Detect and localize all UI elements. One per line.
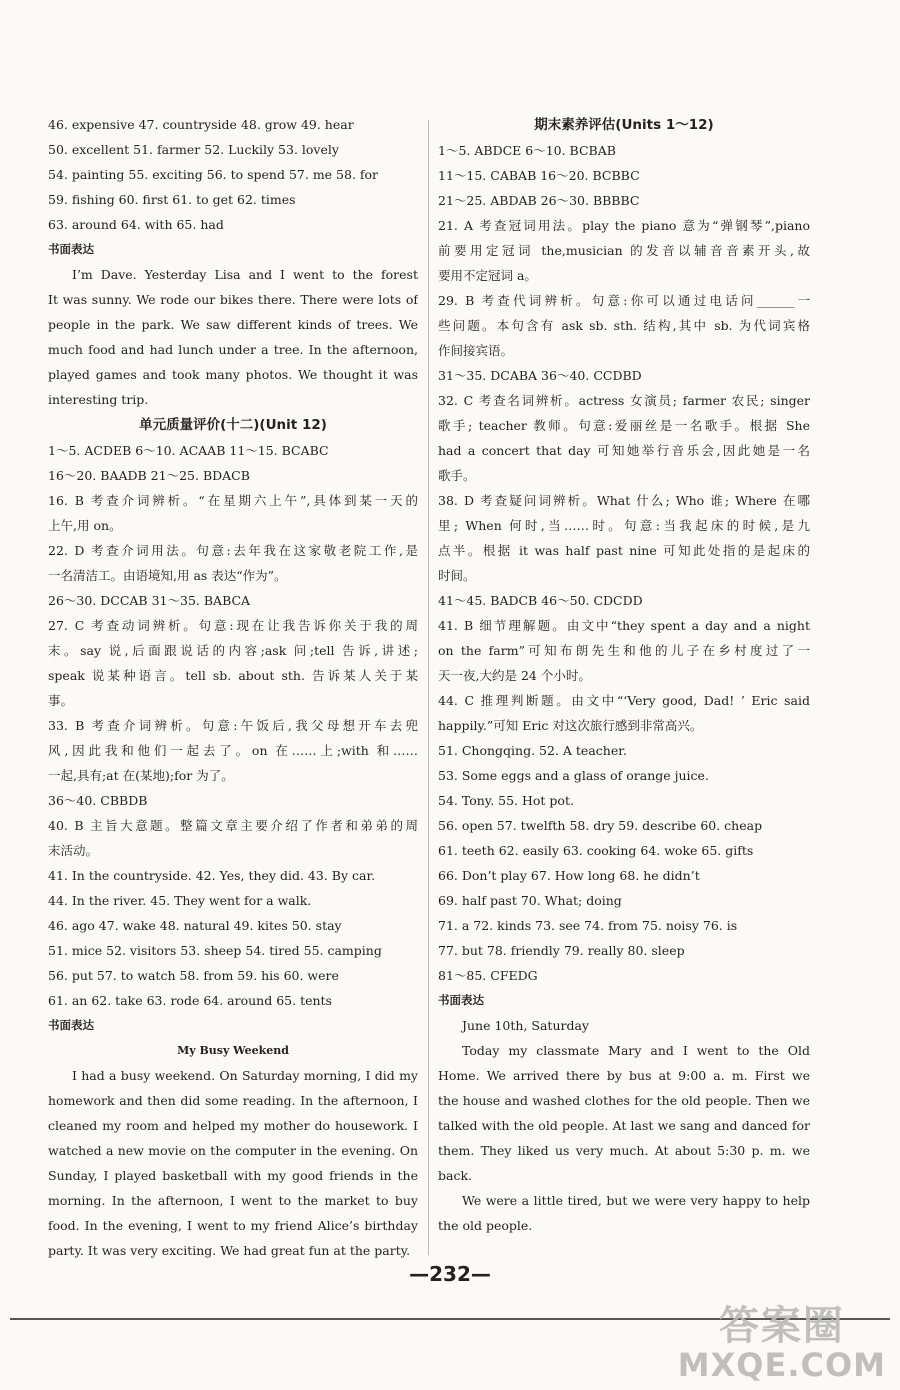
left-column	[48, 112, 418, 1263]
section-title: 单元质量评价(十二)(Unit 12)	[139, 417, 327, 433]
text-line: 46. ago 47. wake 48. natural 49. kites 50. stay	[48, 918, 342, 933]
text-line: 29. B 考查代词辨析。句意:你可以通过电话问______一	[438, 293, 810, 308]
text-line: back.	[438, 1168, 473, 1183]
text-line: played games and took many photos. We thought it was	[48, 367, 418, 382]
section-heading: 书面表达	[48, 242, 94, 256]
text-line: We were a little tired, but we were very happy to help	[462, 1193, 810, 1208]
text-line: 11～15. CABAB 16～20. BCBBC	[438, 168, 640, 183]
text-line: 末。say 说,后面跟说话的内容;ask 问;tell 告诉,讲述;	[48, 643, 418, 658]
text-line: 末活动。	[48, 843, 99, 858]
text-line: 50. excellent 51. farmer 52. Luckily 53. lovely	[48, 142, 339, 157]
text-line: 41. In the countryside. 42. Yes, they did. 43. By car.	[48, 868, 376, 883]
text-line: morning. In the afternoon, I went to the market to buy	[48, 1193, 418, 1208]
text-line: 16～20. BAADB 21～25. BDACB	[48, 468, 250, 483]
text-line: homework and then did some reading. In the afternoon, I	[48, 1093, 418, 1108]
text-line: Home. We arrived there by bus at 9:00 a. m. First we	[438, 1068, 810, 1083]
text-line: 歌手。	[438, 468, 476, 483]
text-line: 27. C 考查动词辨析。句意:现在让我告诉你关于我的周	[48, 618, 418, 633]
text-line: 66. Don’t play 67. How long 68. he didn’t	[438, 868, 700, 883]
watermark-logo	[678, 1304, 886, 1382]
text-line: 54. painting 55. exciting 56. to spend 57. me 58. for	[48, 167, 379, 182]
text-line: the house and washed clothes for the old people. Then we	[438, 1093, 810, 1108]
text-line: 天一夜,大约是 24 个小时。	[438, 668, 591, 683]
text-line: 54. Tony. 55. Hot pot.	[438, 793, 574, 808]
text-line: 风,因此我和他们一起去了。on 在……上;with 和……	[48, 743, 418, 758]
text-line: 40. B 主旨大意题。整篇文章主要介绍了作者和弟弟的周	[48, 818, 418, 833]
text-line: 36～40. CBBDB	[48, 793, 148, 808]
text-line: Sunday, I played basketball with my good friends in the	[48, 1168, 418, 1183]
text-line: 33. B 考查介词辨析。句意:午饭后,我父母想开车去兜	[48, 718, 418, 733]
page-number: —232—	[409, 1262, 491, 1286]
text-line: 51. mice 52. visitors 53. sheep 54. tired 55. camping	[48, 943, 382, 958]
text-line: 38. D 考查疑问词辨析。What 什么; Who 谁; Where 在哪	[438, 493, 810, 508]
text-line: 61. an 62. take 63. rode 64. around 65. tents	[48, 993, 332, 1008]
section-title: My Busy Weekend	[177, 1044, 289, 1057]
text-line: I’m Dave. Yesterday Lisa and I went to the forest	[72, 267, 418, 282]
text-line: cleaned my room and helped my mother do housework. I	[48, 1118, 418, 1133]
text-line: watched a new movie on the computer in the evening. On	[48, 1143, 418, 1158]
text-line: 53. Some eggs and a glass of orange juice.	[438, 768, 709, 783]
text-line: 44. In the river. 45. They went for a walk.	[48, 893, 312, 908]
text-line: food. In the evening, I went to my friend Alice’s birthday	[48, 1218, 418, 1233]
text-line: 一名清洁工。由语境知,用 as 表达“作为”。	[48, 568, 287, 583]
text-line: interesting trip.	[48, 392, 149, 407]
text-line: 歌手; teacher 教师。句意:爱丽丝是一名歌手。根据 She	[438, 418, 810, 433]
text-line: party. It was very exciting. We had great fun at the party.	[48, 1243, 411, 1258]
text-line: had a concert that day 可知她举行音乐会,因此她是一名	[438, 443, 810, 458]
text-line: 41. B 细节理解题。由文中“they spent a day and a night	[438, 618, 810, 633]
text-line: 作间接宾语。	[438, 343, 514, 358]
section-title: 期末素养评估(Units 1～12)	[534, 117, 714, 133]
text-line: I had a busy weekend. On Saturday morning, I did my	[72, 1068, 418, 1083]
text-line: 事。	[48, 693, 74, 708]
right-column	[438, 112, 810, 1238]
text-line: 44. C 推理判断题。由文中“‘Very good, Dad! ’ Eric said	[438, 693, 810, 708]
text-line: 32. C 考查名词辨析。actress 女演员; farmer 农民; singer	[438, 393, 810, 408]
text-line: 26～30. DCCAB 31～35. BABCA	[48, 593, 251, 608]
text-line: 46. expensive 47. countryside 48. grow 49. hear	[48, 117, 354, 132]
text-line: 点半。根据 it was half past nine 可知此处指的是起床的	[438, 543, 810, 558]
text-line: speak 说某种语言。tell sb. about sth. 告诉某人关于某	[48, 668, 418, 683]
text-line: 59. fishing 60. first 61. to get 62. times	[48, 192, 296, 207]
text-line: them. They liked us very much. At about 5:30 p. m. we	[438, 1143, 810, 1158]
text-line: 些问题。本句含有 ask sb. sth. 结构,其中 sb. 为代词宾格	[438, 318, 810, 333]
text-line: people in the park. We saw different kinds of trees. We	[48, 317, 418, 332]
text-line: 63. around 64. with 65. had	[48, 217, 224, 232]
text-line: 22. D 考查介词用法。句意:去年我在这家敬老院工作,是	[48, 543, 418, 558]
text-line: 77. but 78. friendly 79. really 80. sleep	[438, 943, 685, 958]
text-line: 21. A 考查冠词用法。play the piano 意为“弹钢琴”,piano	[438, 218, 810, 233]
watermark-text: 答案圈	[718, 1303, 845, 1349]
section-heading: 书面表达	[48, 1018, 94, 1032]
text-line: 71. a 72. kinds 73. see 74. from 75. noisy 76. is	[438, 918, 738, 933]
text-line: Today my classmate Mary and I went to the Old	[462, 1043, 810, 1058]
text-line: happily.”可知 Eric 对这次旅行感到非常高兴。	[438, 718, 703, 733]
text-line: 21～25. ABDAB 26～30. BBBBC	[438, 193, 640, 208]
text-line: 56. open 57. twelfth 58. dry 59. describe 60. cheap	[438, 818, 763, 833]
text-line: 一起,具有;at 在(某地);for 为了。	[48, 768, 234, 783]
text-line: 16. B 考查介词辨析。“在星期六上午”,具体到某一天的	[48, 493, 418, 508]
text-line: much food and had lunch under a tree. In the afternoon,	[48, 342, 418, 357]
text-line: talked with the old people. At last we sang and danced for	[438, 1118, 810, 1133]
text-line: on the farm”可知布朗先生和他的儿子在乡村度过了一	[438, 643, 810, 658]
text-line: 31～35. DCABA 36～40. CCDBD	[438, 368, 642, 383]
text-line: 56. put 57. to watch 58. from 59. his 60. were	[48, 968, 339, 983]
watermark-url: MXQE.COM	[677, 1346, 886, 1384]
text-line: 81～85. CFEDG	[438, 968, 538, 983]
text-line: June 10th, Saturday	[462, 1018, 589, 1033]
text-line: 要用不定冠词 a。	[438, 268, 537, 283]
text-line: 51. Chongqing. 52. A teacher.	[438, 743, 627, 758]
text-line: 41～45. BADCB 46～50. CDCDD	[438, 593, 643, 608]
text-line: 1～5. ACDEB 6～10. ACAAB 11～15. BCABC	[48, 443, 329, 458]
column-divider	[428, 120, 429, 1255]
text-line: It was sunny. We rode our bikes there. There were lots of	[48, 292, 418, 307]
text-line: 69. half past 70. What; doing	[438, 893, 622, 908]
text-line: 前要用定冠词 the,musician 的发音以辅音音素开头,故	[438, 243, 810, 258]
section-heading: 书面表达	[438, 993, 484, 1007]
text-line: 61. teeth 62. easily 63. cooking 64. woke 65. gifts	[438, 843, 754, 858]
text-line: 里; When 何时,当……时。句意:当我起床的时候,是九	[438, 518, 810, 533]
text-line: the old people.	[438, 1218, 533, 1233]
text-line: 1～5. ABDCE 6～10. BCBAB	[438, 143, 616, 158]
text-line: 时间。	[438, 568, 476, 583]
text-line: 上午,用 on。	[48, 518, 122, 533]
